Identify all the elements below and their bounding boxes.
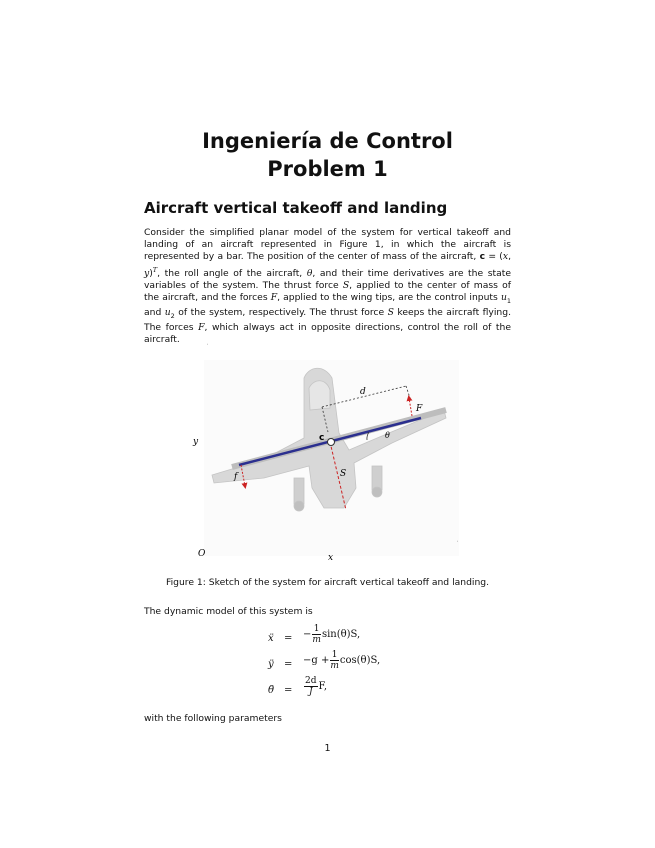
label-c: c — [319, 433, 325, 443]
title-line-2: Problem 1 — [267, 157, 388, 181]
eq3-rhs: $\frac{2d}{J}$ F, — [305, 676, 328, 697]
dynamic-model-intro: The dynamic model of this system is — [144, 606, 313, 617]
label-f: F — [416, 404, 423, 414]
label-f-lower: f — [234, 472, 238, 482]
label-s: S — [340, 469, 347, 479]
label-y: y — [193, 437, 199, 447]
svg-text:˙: ˙ — [456, 541, 459, 548]
eq1-rhs: − $\frac{1}{m}$ sin(θ)S, — [303, 624, 361, 645]
label-origin: O — [198, 549, 206, 559]
eq1-lhs: ẍ — [268, 633, 274, 644]
aircraft-figure — [144, 338, 511, 570]
intro-paragraph: Consider the simplified planar model of the system for vertical takeoff and landing of an aircraft represented in Figure 1, in which the aircraft is represented by a bar. The position of the center of mass of the aircraft, c = (x, y)$^T$, the roll angle of the aircraft, θ, and their time derivatives are the state variables of the system. The thrust force S, applied to the center of mass of the aircraft, and the forces F, applied to the wing tips, are the control inputs $u_1$ and $u_2$ of the system, respectively. The thrust force S keeps the aircraft flying. The forces F, which always act in opposite directions, control the roll of the aircraft. — [144, 227, 512, 346]
eq2-equals: = — [284, 659, 293, 670]
title-line-1: Ingeniería de Control — [202, 129, 453, 153]
eq3-equals: = — [284, 685, 293, 696]
label-d: d — [360, 387, 366, 397]
eq3-lhs: θ̈ — [268, 685, 275, 696]
figure-caption: Figure 1: Sketch of the system for aircraft vertical takeoff and landing. — [165, 577, 490, 588]
label-theta: θ — [385, 431, 390, 440]
center-of-mass-dot — [328, 439, 335, 446]
page-number: 1 — [324, 743, 331, 754]
eq2-rhs: −g + $\frac{1}{m}$ cos(θ)S, — [303, 650, 381, 671]
parameters-intro: with the following parameters — [144, 713, 282, 724]
svg-text:˙: ˙ — [206, 344, 209, 351]
section-title: Aircraft vertical takeoff and landing — [144, 199, 448, 217]
eq1-equals: = — [284, 633, 293, 644]
label-x: x — [328, 553, 334, 563]
eq2-lhs: ÿ — [268, 659, 274, 670]
